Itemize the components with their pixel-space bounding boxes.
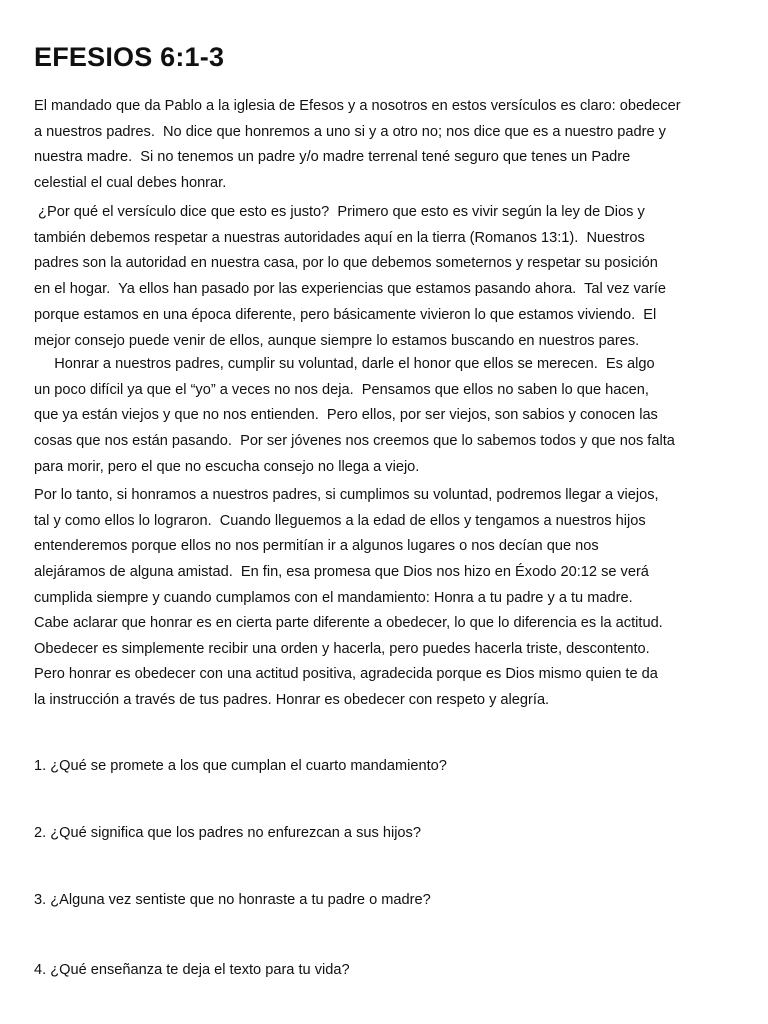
question-1: 1. ¿Qué se promete a los que cumplan el cuarto mandamiento? [34, 758, 447, 774]
paragraph-line: cosas que nos están pasando. Por ser jóvenes nos creemos que lo sabemos todos y que nos falta [34, 433, 675, 450]
paragraph-line: a nuestros padres. No dice que honremos a uno si y a otro no; nos dice que es a nuestro padre y [34, 123, 666, 140]
paragraph-line: Cabe aclarar que honrar es en cierta parte diferente a obedecer, lo que lo diferencia es la actitud. [34, 615, 663, 631]
document-title: EFESIOS 6:1-3 [34, 42, 225, 72]
paragraph-5 [34, 611, 663, 714]
paragraph-line: Honrar a nuestros padres, cumplir su voluntad, darle el honor que ellos se merecen. Es algo [34, 356, 655, 372]
paragraph-line: para morir, pero el que no escucha consejo no llega a viejo. [34, 458, 420, 475]
paragraph-line: padres son la autoridad en nuestra casa, por lo que debemos someternos y respetar su posición [34, 255, 658, 272]
paragraph-1 [34, 94, 681, 197]
paragraph-line: Por lo tanto, si honramos a nuestros padres, si cumplimos su voluntad, podremos llegar a viejos, [34, 487, 659, 503]
question-2: 2. ¿Qué significa que los padres no enfurezcan a sus hijos? [34, 825, 421, 841]
paragraph-line: El mandado que da Pablo a la iglesia de Efesos y a nosotros en estos versículos es claro: obedecer [34, 98, 681, 114]
question-4: 4. ¿Qué enseñanza te deja el texto para tu vida? [34, 962, 350, 978]
paragraph-line: celestial el cual debes honrar. [34, 175, 227, 192]
paragraph-2 [34, 200, 666, 354]
paragraph-line: un poco difícil ya que el “yo” a veces no nos deja. Pensamos que ellos no saben lo que hacen, [34, 381, 649, 398]
paragraph-line: entenderemos porque ellos no nos permitían ir a algunos lugares o nos decían que nos [34, 538, 599, 555]
paragraph-line: mejor consejo puede venir de ellos, aunque siempre lo estamos buscando en nuestros pares. [34, 332, 640, 349]
paragraph-line: también debemos respetar a nuestras autoridades aquí en la tierra (Romanos 13:1). Nuestros [34, 229, 645, 246]
paragraph-line: en el hogar. Ya ellos han pasado por las experiencias que estamos pasando ahora. Tal vez varíe [34, 281, 666, 298]
paragraph-line: tal y como ellos lo lograron. Cuando lleguemos a la edad de ellos y tengamos a nuestros hijos [34, 512, 646, 529]
question-3: 3. ¿Alguna vez sentiste que no honraste a tu padre o madre? [34, 892, 431, 908]
paragraph-line: nuestra madre. Si no tenemos un padre y/o madre terrenal tené seguro que tenes un Padre [34, 149, 631, 166]
paragraph-line: porque estamos en una época diferente, pero básicamente vivieron lo que estamos viviendo. El [34, 306, 657, 323]
paragraph-line: la instrucción a través de tus padres. Honrar es obedecer con respeto y alegría. [34, 692, 550, 709]
paragraph-4 [34, 483, 659, 612]
paragraph-line: alejáramos de alguna amistad. En fin, esa promesa que Dios nos hizo en Éxodo 20:12 se verá [34, 564, 649, 581]
paragraph-3 [34, 352, 675, 481]
paragraph-line: Pero honrar es obedecer con una actitud positiva, agradecida porque es Dios mismo quien te da [34, 666, 658, 683]
paragraph-line: cumplida siempre y cuando cumplamos con el mandamiento: Honra a tu padre y a tu madre. [34, 589, 633, 606]
paragraph-line: que ya están viejos y que no nos entienden. Pero ellos, por ser viejos, son sabios y conocen las [34, 407, 658, 424]
paragraph-line: ¿Por qué el versículo dice que esto es justo? Primero que esto es vivir según la ley de Dios y [34, 204, 645, 220]
paragraph-line: Obedecer es simplemente recibir una orden y hacerla, pero puedes hacerla triste, descontento. [34, 640, 650, 657]
